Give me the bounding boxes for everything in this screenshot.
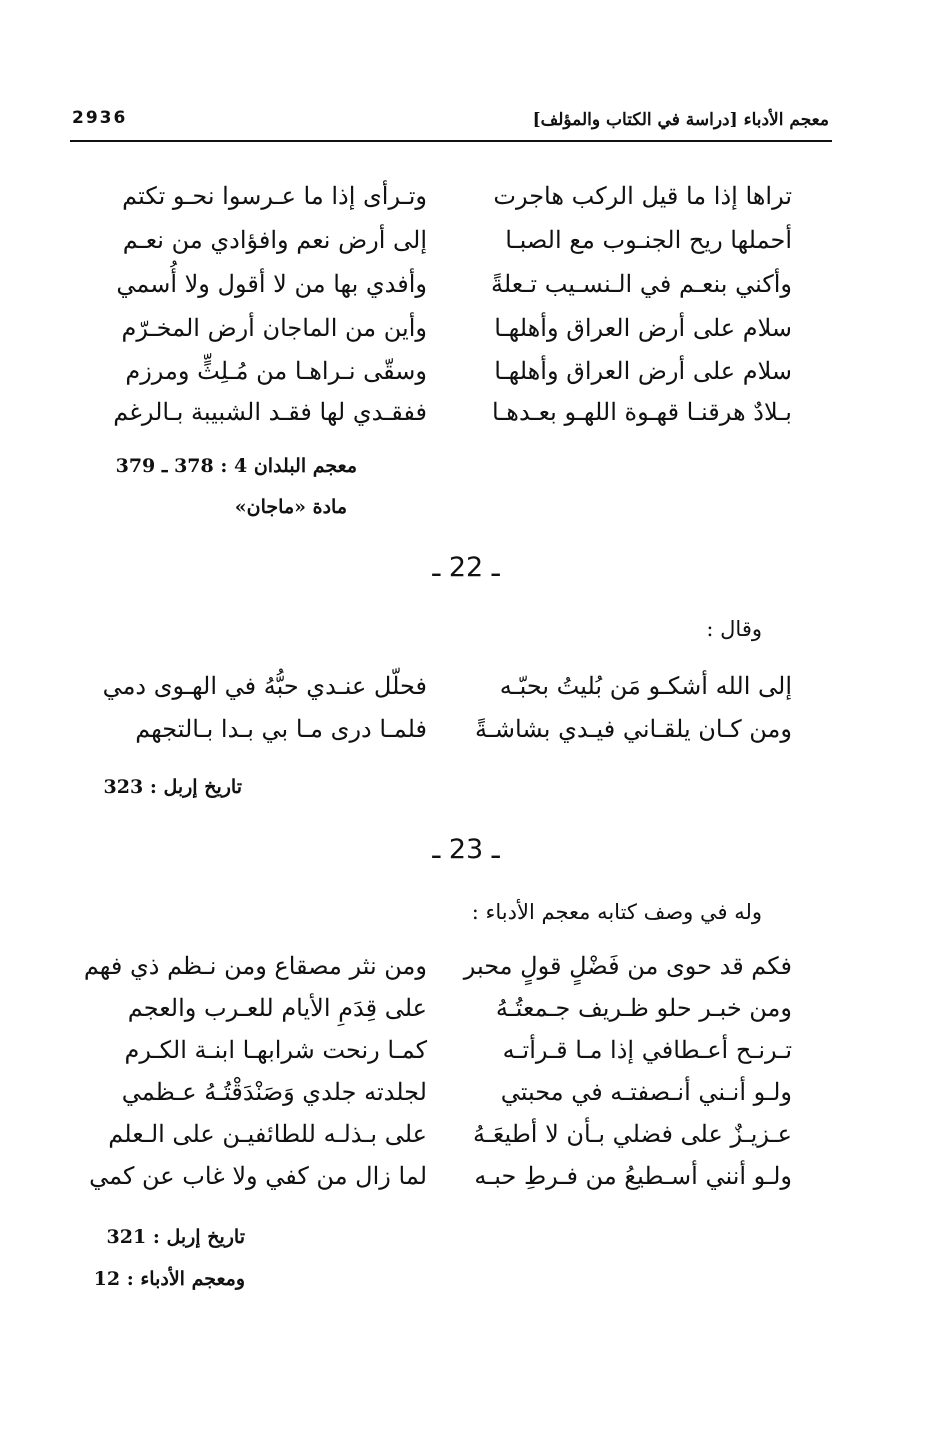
verse-left: على بـذلـه للطائفيـن على الـعلم [108, 1120, 427, 1148]
verse-right: بـلادٌ هرقنـا قهـوة اللهـو بعـدهـا [491, 398, 792, 426]
verse-left: وتـرأى إذا ما عـرسوا نحـو تكتم [122, 182, 427, 210]
verse-intro: وقال : [706, 617, 762, 641]
verse-right: سلام على أرض العراق وأهلهـا [494, 357, 792, 385]
verse-left: لجلدته جلدي وَصَنْدَقْتُـهُ عـظمي [121, 1078, 427, 1106]
section-number: ـ 23 ـ [432, 834, 500, 865]
source-citation: ومعجم الأدباء : 12 [93, 1268, 245, 1290]
verse-right: أحملها ريح الجنـوب مع الصبـا [505, 226, 792, 254]
verse-left: وأين من الماجان أرض المخـرّم [121, 314, 427, 342]
source-citation: معجم البلدان 4 : 378 ـ 379 [115, 455, 357, 477]
header-rule [70, 140, 832, 142]
verse-right: ومن كـان يلقـاني فيـدي بشاشـةً [475, 715, 792, 743]
source-citation: مادة «ماجان» [234, 496, 347, 518]
section-number: ـ 22 ـ [432, 552, 500, 583]
source-citation: تاريخ إربل : 321 [106, 1226, 245, 1248]
verse-right: تـرنـح أعـطافي إذا مـا قـرأتـه [502, 1036, 792, 1064]
verse-left: على قِدَمِ الأيام للعـرب والعجم [127, 994, 427, 1022]
page-number: 2936 [72, 108, 128, 128]
verse-left: ومن نثر مصقاع ومن نـظم ذي فهم [83, 952, 427, 980]
verse-left: لما زال من كفي ولا غاب عن كمي [89, 1162, 427, 1190]
verse-left: ففقـدي لها فقـد الشبيبة بـالرغم [113, 398, 427, 426]
verse-right: عـزيـزٌ على فضلي بـأن لا أطيعَـهُ [472, 1120, 792, 1148]
verse-intro: وله في وصف كتابه معجم الأدباء : [471, 900, 762, 924]
verse-right: سلام على أرض العراق وأهلهـا [494, 314, 792, 342]
verse-right: تراها إذا ما قيل الركب هاجرت [493, 182, 792, 210]
verse-right: ومن خبـر حلو ظـريف جـمعتُـهُ [495, 994, 792, 1022]
verse-right: وأكني بنعـم في الـنسـيب تـعلةً [490, 270, 792, 298]
verse-right: إلى الله أشكـو مَن بُليتُ بحبّـه [499, 672, 792, 700]
verse-left: فلمـا درى مـا بي بـدا بـالتجهم [135, 715, 427, 743]
verse-left: وسقّى نـراهـا من مُـلِثٍّ ومرزم [125, 357, 427, 385]
verse-right: ولـو أنـني أنـصفتـه في محبتي [500, 1078, 792, 1106]
verse-left: كمـا رنحت شرابهـا ابنـة الكـرم [124, 1036, 427, 1064]
verse-left: إلى أرض نعم وافؤادي من نعـم [122, 226, 427, 254]
verse-left: وأفدي بها من لا أقول ولا أُسمي [116, 270, 427, 298]
verse-right: ولـو أنني أسـطيعُ من فـرطِ حبـه [474, 1162, 792, 1190]
running-title: معجم الأدباء [دراسة في الكتاب والمؤلف] [532, 110, 829, 130]
verse-left: فحلّل عنـدي حبُّهُ في الهـوى دمي [102, 672, 427, 700]
source-citation: تاريخ إربل : 323 [103, 776, 242, 798]
verse-right: فكم قد حوى من فَضْلٍ قولٍ محبر [463, 952, 792, 980]
